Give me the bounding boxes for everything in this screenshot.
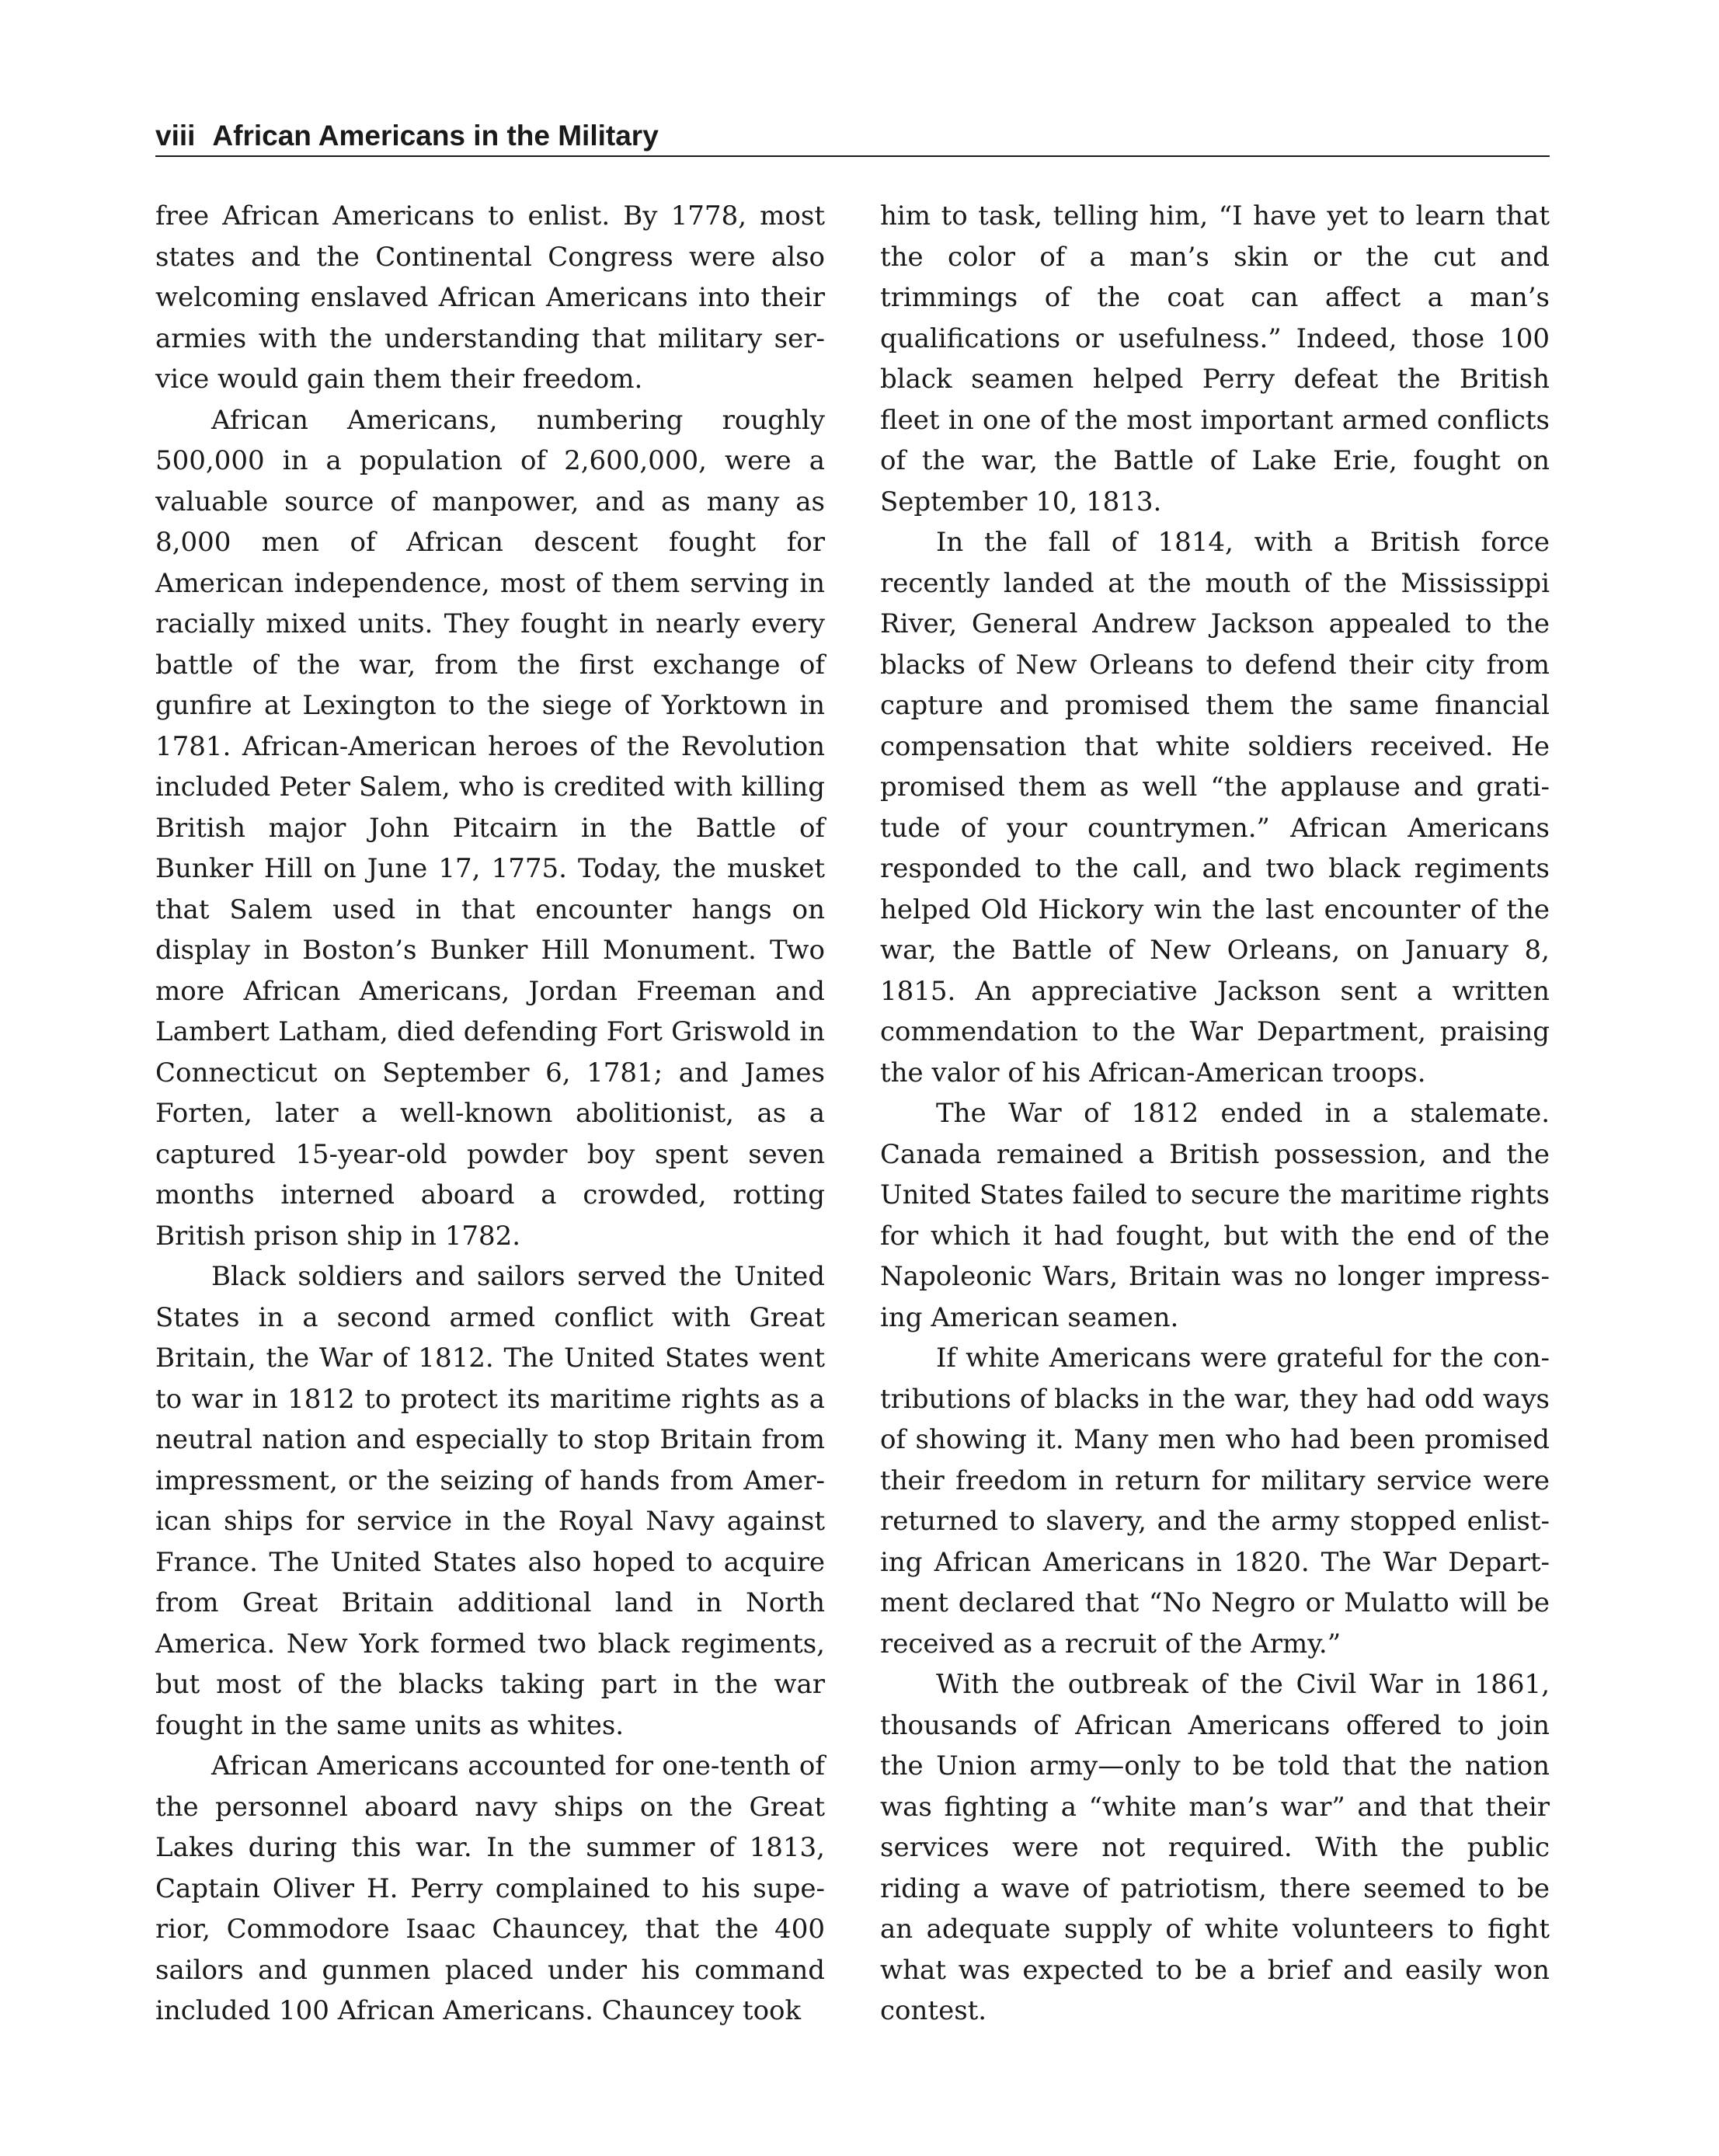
- paragraph: Black soldiers and sailors served the United States in a second armed conflict with Great Britain, the War of 1812. The United States went to war in 1812 to protect its maritime rights as a neutral nation and especially to stop Britain from impressment, or the seizing of hands from American ships for service in the Royal Navy against France. The United States also hoped to acquire from Great Britain additional land in North America. New York formed two black regiments, but most of the blacks taking part in the war fought in the same units as whites.: [155, 1261, 825, 1741]
- right-column: [880, 196, 1550, 2026]
- paragraph: him to task, telling him, “I have yet to learn that the color of a man’s skin or the cut and trimmings of the coat can affect a man’s qualifications or usefulness.” Indeed, those 100 black seamen helped Perry defeat the British fleet in one of the most important armed conflicts of the war, the Battle of Lake Erie, fought on September 10, 1813.: [880, 200, 1550, 517]
- paragraph: free African Americans to enlist. By 1778, most states and the Continental Congress were also welcoming enslaved African Americans into their armies with the understanding that military service would gain them their freedom.: [155, 200, 825, 395]
- paragraph: The War of 1812 ended in a stalemate. Canada remained a British possession, and the United States failed to secure the maritime rights for which it had fought, but with the end of the Napoleonic Wars, Britain was no longer impressing American seamen.: [880, 1098, 1550, 1333]
- running-title: African Americans in the Military: [212, 120, 659, 152]
- paragraph: African Americans, numbering roughly 500,000 in a population of 2,600,000, were a valuable source of manpower, and as many as 8,000 men of African descent fought for American independence, most of them serving in racially mixed units. They fought in nearly every battle of the war, from the first exchange of gunfire at Lexington to the siege of Yorktown in 1781. African-American heroes of the Revolution included Peter Salem, who is credited with killing British major John Pitcairn in the Battle of Bunker Hill on June 17, 1775. Today, the musket that Salem used in that encounter hangs on display in Boston’s Bunker Hill Monument. Two more African Americans, Jordan Freeman and Lambert Latham, died defending Fort Griswold in Connecticut on September 6, 1781; and James Forten, later a well-known abolitionist, as a captured 15-year-old powder boy spent seven months interned aboard a crowded, rotting British prison ship in 1782.: [155, 404, 825, 1252]
- paragraph: African Americans accounted for one-tenth of the personnel aboard navy ships on the Great Lakes during this war. In the summer of 1813, Captain Oliver H. Perry complained to his superior, Commodore Isaac Chauncey, that the 400 sailors and gunmen placed under his command included 100 African Americans. Chauncey took: [155, 1750, 825, 2026]
- paragraph: In the fall of 1814, with a British force recently landed at the mouth of the Mississippi River, General Andrew Jackson appealed to the blacks of New Orleans to defend their city from capture and promised them the same financial compensation that white soldiers received. He promised them as well “the applause and gratitude of your countrymen.” African Americans responded to the call, and two black regiments helped Old Hickory win the last encounter of the war, the Battle of New Orleans, on January 8, 1815. An appreciative Jackson sent a written commendation to the War Department, praising the valor of his African-American troops.: [880, 527, 1550, 1088]
- paragraph: With the outbreak of the Civil War in 1861, thousands of African Americans offered to join the Union army—only to be told that the nation was fighting a “white man’s war” and that their services were not required. With the public riding a wave of patriotism, there seemed to be an adequate supply of white volunteers to fight what was expected to be a brief and easily won contest.: [880, 1669, 1550, 2026]
- running-header: [155, 115, 1550, 157]
- header-rule: [155, 155, 1550, 157]
- page-number: viii: [155, 120, 196, 152]
- left-column: [155, 196, 825, 2026]
- paragraph: If white Americans were grateful for the contributions of blacks in the war, they had odd ways of showing it. Many men who had been promised their freedom in return for military service were returned to slavery, and the army stopped enlisting African Americans in 1820. The War Department declared that “No Negro or Mulatto will be received as a recruit of the Army.”: [880, 1343, 1550, 1660]
